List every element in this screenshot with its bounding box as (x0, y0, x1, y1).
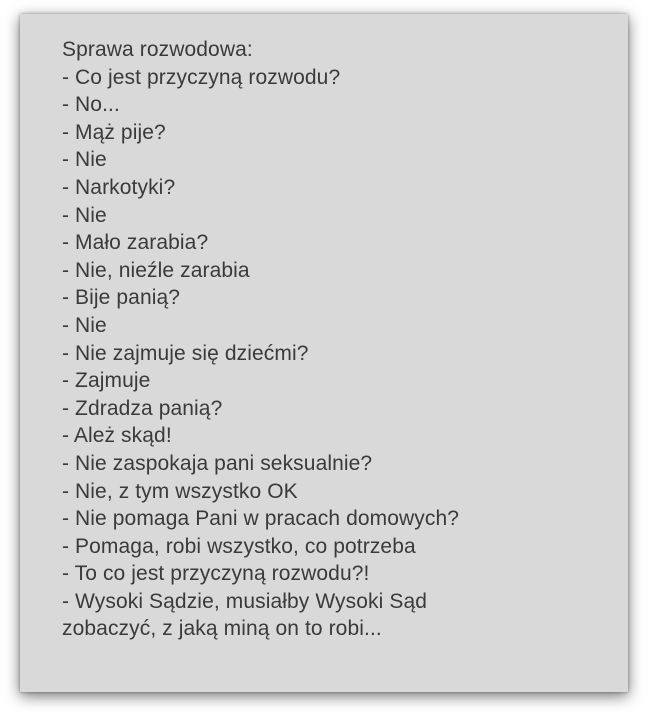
dialogue-line: - Nie, nieźle zarabia (62, 258, 250, 282)
dialogue-line: - Nie zajmuje się dziećmi? (62, 341, 309, 365)
dialogue-line: - Nie (62, 148, 107, 172)
dialogue-line: - Wysoki Sądzie, musiałby Wysoki Sąd (62, 589, 427, 613)
dialogue-line: - Zajmuje (62, 369, 151, 393)
dialogue-line: - Narkotyki? (62, 175, 176, 199)
dialogue-line: - Mąż pije? (62, 120, 166, 144)
dialogue-line: - To co jest przyczyną rozwodu?! (62, 562, 370, 586)
dialogue-line: - Ależ skąd! (62, 424, 172, 448)
dialogue-line: zobaczyć, z jaką miną on to robi... (62, 617, 382, 641)
dialogue-line: - Pomaga, robi wszystko, co potrzeba (62, 534, 416, 558)
dialogue-line: - Co jest przyczyną rozwodu? (62, 65, 341, 89)
dialogue-line: - Bije panią? (62, 286, 181, 310)
dialogue-line: - No... (62, 93, 120, 117)
dialogue-line: - Nie (62, 203, 107, 227)
text-card (20, 14, 628, 692)
dialogue-line: - Nie, z tym wszystko OK (62, 479, 298, 503)
dialogue-line: - Mało zarabia? (62, 231, 209, 255)
dialogue-line: - Nie pomaga Pani w pracach domowych? (62, 507, 460, 531)
dialogue-title: Sprawa rozwodowa: (62, 38, 253, 61)
dialogue-line: - Nie zaspokaja pani seksualnie? (62, 451, 373, 475)
dialogue-text (62, 36, 607, 643)
dialogue-line: - Nie (62, 313, 107, 337)
dialogue-line: - Zdradza panią? (62, 396, 223, 420)
